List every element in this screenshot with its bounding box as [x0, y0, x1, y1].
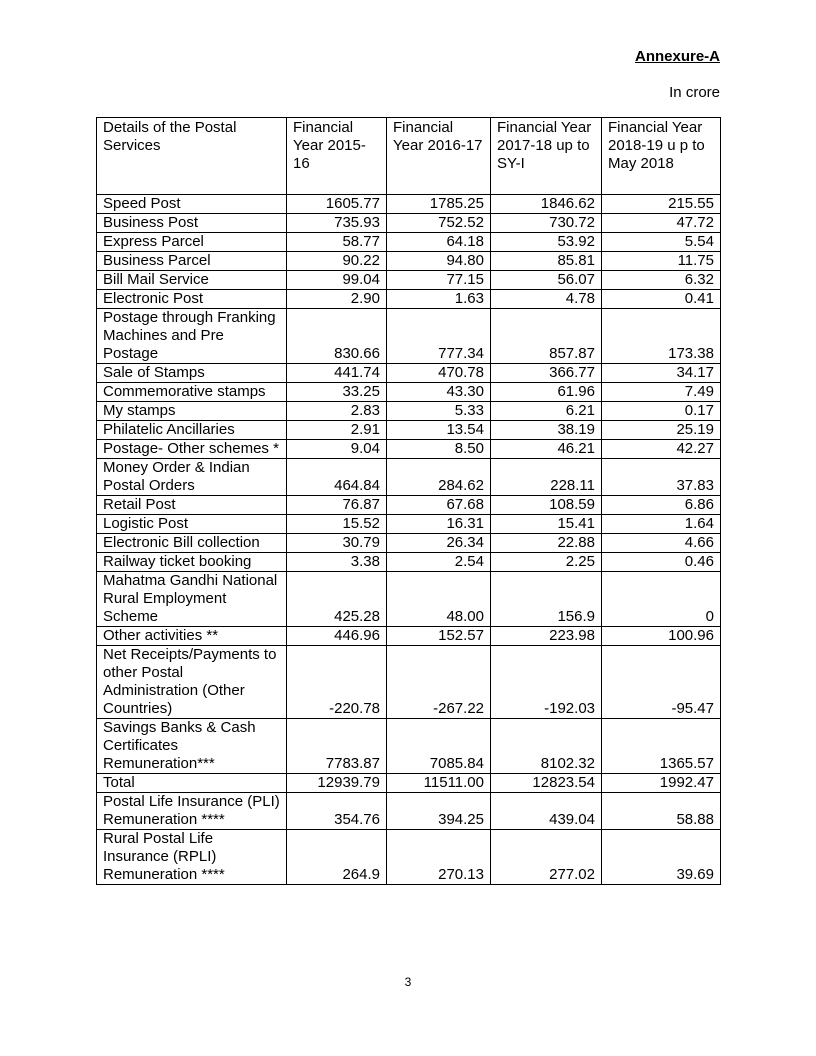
table-row [97, 719, 721, 774]
value-cell: 464.84 [287, 459, 387, 496]
value-cell: 7085.84 [387, 719, 491, 774]
row-label: Railway ticket booking [97, 553, 287, 572]
row-label: Money Order & Indian Postal Orders [97, 459, 287, 496]
table-row [97, 646, 721, 719]
unit-note: In crore [669, 84, 720, 101]
value-cell: 58.77 [287, 233, 387, 252]
value-cell: 34.17 [602, 364, 721, 383]
value-cell: 2.54 [387, 553, 491, 572]
value-cell: 108.59 [491, 496, 602, 515]
row-label: Business Post [97, 214, 287, 233]
value-cell: 6.21 [491, 402, 602, 421]
table-row [97, 421, 721, 440]
column-header-fy-2017-18: Financial Year 2017-18 up to SY-I [491, 118, 602, 195]
value-cell: 12823.54 [491, 774, 602, 793]
table-row [97, 271, 721, 290]
table-row [97, 793, 721, 830]
value-cell: 730.72 [491, 214, 602, 233]
value-cell: 99.04 [287, 271, 387, 290]
value-cell: 64.18 [387, 233, 491, 252]
value-cell: 215.55 [602, 195, 721, 214]
column-header-details: Details of the Postal Services [97, 118, 287, 195]
value-cell: 5.33 [387, 402, 491, 421]
row-label: Net Receipts/Payments to other Postal Administration (Other Countries) [97, 646, 287, 719]
value-cell: 366.77 [491, 364, 602, 383]
table-row [97, 627, 721, 646]
value-cell: 470.78 [387, 364, 491, 383]
value-cell: 15.52 [287, 515, 387, 534]
value-cell: 7783.87 [287, 719, 387, 774]
row-label: Philatelic Ancillaries [97, 421, 287, 440]
row-label: Savings Banks & Cash Certificates Remuneration*** [97, 719, 287, 774]
value-cell: 446.96 [287, 627, 387, 646]
row-label: Rural Postal Life Insurance (RPLI) Remuneration **** [97, 830, 287, 885]
value-cell: 173.38 [602, 309, 721, 364]
value-cell: 0.46 [602, 553, 721, 572]
row-label: Postal Life Insurance (PLI) Remuneration **** [97, 793, 287, 830]
value-cell: 42.27 [602, 440, 721, 459]
column-header-fy-2018-19: Financial Year 2018-19 u p to May 2018 [602, 118, 721, 195]
value-cell: 354.76 [287, 793, 387, 830]
value-cell: 777.34 [387, 309, 491, 364]
value-cell: 56.07 [491, 271, 602, 290]
row-label: Logistic Post [97, 515, 287, 534]
value-cell: 76.87 [287, 496, 387, 515]
table-row [97, 459, 721, 496]
value-cell: 2.83 [287, 402, 387, 421]
value-cell: 830.66 [287, 309, 387, 364]
row-label: Speed Post [97, 195, 287, 214]
value-cell: 9.04 [287, 440, 387, 459]
value-cell: 277.02 [491, 830, 602, 885]
value-cell: 1365.57 [602, 719, 721, 774]
row-label: Commemorative stamps [97, 383, 287, 402]
value-cell: 1.63 [387, 290, 491, 309]
table-body [97, 195, 721, 885]
row-label: Bill Mail Service [97, 271, 287, 290]
postal-revenue-table [96, 117, 721, 885]
value-cell: 30.79 [287, 534, 387, 553]
table-row [97, 233, 721, 252]
value-cell: 22.88 [491, 534, 602, 553]
row-label: Electronic Post [97, 290, 287, 309]
table-row [97, 774, 721, 793]
row-label: Electronic Bill collection [97, 534, 287, 553]
value-cell: 100.96 [602, 627, 721, 646]
value-cell: 152.57 [387, 627, 491, 646]
value-cell: 264.9 [287, 830, 387, 885]
value-cell: 2.91 [287, 421, 387, 440]
value-cell: 0.17 [602, 402, 721, 421]
value-cell: 156.9 [491, 572, 602, 627]
row-label: Postage through Franking Machines and Pre Postage [97, 309, 287, 364]
value-cell: 94.80 [387, 252, 491, 271]
table-row [97, 515, 721, 534]
value-cell: -267.22 [387, 646, 491, 719]
value-cell: 15.41 [491, 515, 602, 534]
value-cell: 441.74 [287, 364, 387, 383]
table-row [97, 290, 721, 309]
value-cell: 1992.47 [602, 774, 721, 793]
value-cell: 752.52 [387, 214, 491, 233]
value-cell: 77.15 [387, 271, 491, 290]
table-row [97, 214, 721, 233]
value-cell: 857.87 [491, 309, 602, 364]
value-cell: 439.04 [491, 793, 602, 830]
row-label: Other activities ** [97, 627, 287, 646]
value-cell: 46.21 [491, 440, 602, 459]
value-cell: 8102.32 [491, 719, 602, 774]
table-row [97, 496, 721, 515]
value-cell: 26.34 [387, 534, 491, 553]
value-cell: 48.00 [387, 572, 491, 627]
value-cell: 735.93 [287, 214, 387, 233]
table-row [97, 534, 721, 553]
value-cell: 7.49 [602, 383, 721, 402]
value-cell: 8.50 [387, 440, 491, 459]
table-row [97, 364, 721, 383]
value-cell: 33.25 [287, 383, 387, 402]
value-cell: 1785.25 [387, 195, 491, 214]
value-cell: 270.13 [387, 830, 491, 885]
row-label: Express Parcel [97, 233, 287, 252]
value-cell: 0 [602, 572, 721, 627]
value-cell: 1846.62 [491, 195, 602, 214]
value-cell: -95.47 [602, 646, 721, 719]
value-cell: 2.90 [287, 290, 387, 309]
value-cell: 6.86 [602, 496, 721, 515]
value-cell: 67.68 [387, 496, 491, 515]
table-row [97, 402, 721, 421]
value-cell: 61.96 [491, 383, 602, 402]
value-cell: 6.32 [602, 271, 721, 290]
row-label: Sale of Stamps [97, 364, 287, 383]
value-cell: 85.81 [491, 252, 602, 271]
value-cell: 4.78 [491, 290, 602, 309]
row-label: Business Parcel [97, 252, 287, 271]
value-cell: 11.75 [602, 252, 721, 271]
value-cell: 284.62 [387, 459, 491, 496]
table-row [97, 383, 721, 402]
value-cell: 425.28 [287, 572, 387, 627]
value-cell: 58.88 [602, 793, 721, 830]
table-row [97, 195, 721, 214]
table-row [97, 830, 721, 885]
value-cell: -192.03 [491, 646, 602, 719]
value-cell: 53.92 [491, 233, 602, 252]
value-cell: -220.78 [287, 646, 387, 719]
value-cell: 37.83 [602, 459, 721, 496]
value-cell: 5.54 [602, 233, 721, 252]
value-cell: 0.41 [602, 290, 721, 309]
row-label: Postage- Other schemes * [97, 440, 287, 459]
row-label: Mahatma Gandhi National Rural Employment Scheme [97, 572, 287, 627]
annexure-title: Annexure-A [634, 48, 720, 65]
value-cell: 11511.00 [387, 774, 491, 793]
value-cell: 90.22 [287, 252, 387, 271]
value-cell: 394.25 [387, 793, 491, 830]
table-row [97, 309, 721, 364]
table-header-row [97, 118, 721, 195]
value-cell: 25.19 [602, 421, 721, 440]
table-row [97, 572, 721, 627]
row-label: Retail Post [97, 496, 287, 515]
value-cell: 4.66 [602, 534, 721, 553]
page-number: 3 [404, 975, 412, 989]
value-cell: 2.25 [491, 553, 602, 572]
column-header-fy-2015-16: Financial Year 2015-16 [287, 118, 387, 195]
value-cell: 3.38 [287, 553, 387, 572]
value-cell: 47.72 [602, 214, 721, 233]
table-row [97, 553, 721, 572]
value-cell: 1605.77 [287, 195, 387, 214]
value-cell: 1.64 [602, 515, 721, 534]
value-cell: 228.11 [491, 459, 602, 496]
value-cell: 13.54 [387, 421, 491, 440]
column-header-fy-2016-17: Financial Year 2016-17 [387, 118, 491, 195]
row-label: My stamps [97, 402, 287, 421]
value-cell: 38.19 [491, 421, 602, 440]
table-row [97, 252, 721, 271]
value-cell: 43.30 [387, 383, 491, 402]
value-cell: 16.31 [387, 515, 491, 534]
value-cell: 223.98 [491, 627, 602, 646]
row-label: Total [97, 774, 287, 793]
table-row [97, 440, 721, 459]
value-cell: 12939.79 [287, 774, 387, 793]
value-cell: 39.69 [602, 830, 721, 885]
